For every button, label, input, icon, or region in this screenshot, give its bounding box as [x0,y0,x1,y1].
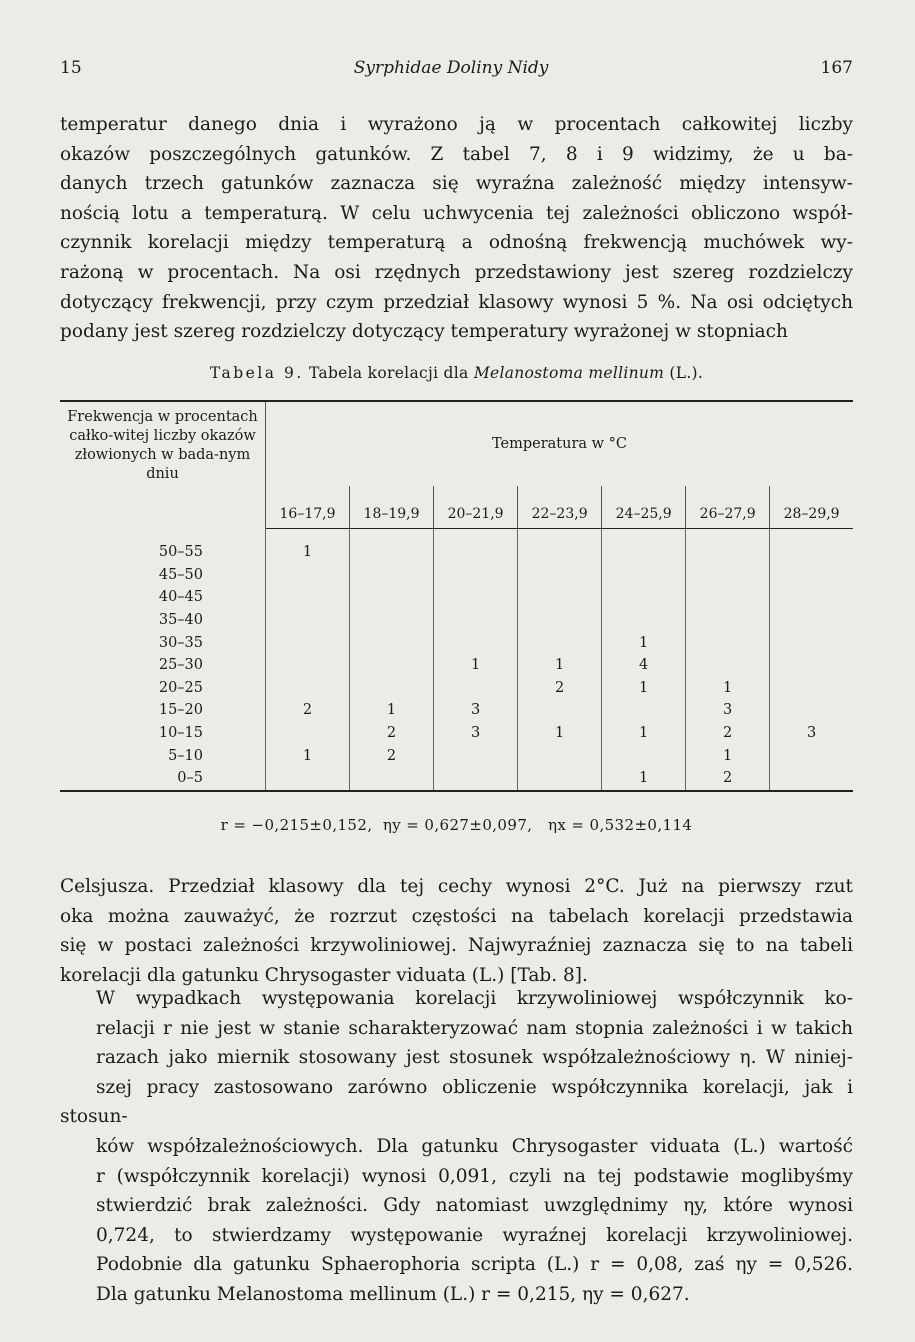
frequency-class-label: 45–50 [60,564,266,587]
table-cell: 1 [602,722,686,745]
frequency-class-label: 50–55 [60,529,266,564]
frequency-class-label: 30–35 [60,631,266,654]
table-cell [770,767,853,791]
text-line: relacji r nie jest w stanie scharakteryzować nam stopnia zależności i w takich [96,1017,853,1039]
table-cell [350,586,434,609]
table-cell: 1 [434,654,518,677]
table-cell [350,631,434,654]
text-line: dotyczący frekwencji, przy czym przedział klasowy wynosi 5 %. Na osi odciętych [60,291,853,313]
text-line: razach jako miernik stosowany jest stosunek współzależnościowy η. W niniej- [96,1047,853,1069]
table-cell: 1 [686,677,770,700]
text-line: korelacji dla gatunku Chrysogaster viduata (L.) [Tab. 8]. [60,964,588,986]
table-cell: 1 [518,654,602,677]
table-row [60,529,853,564]
table-cell [602,564,686,587]
text-line: podany jest szereg rozdzielczy dotyczący temperatury wyrażonej w stopniach [60,321,788,343]
table-cell [434,631,518,654]
temperature-column-header: 24–25,9 [602,486,686,529]
table-cell [434,529,518,564]
table-cell [434,564,518,587]
table-cell [770,564,853,587]
table-cell [602,586,686,609]
table-cell: 2 [350,744,434,767]
table-row [60,767,853,791]
temperature-column-header: 26–27,9 [686,486,770,529]
table-caption-species: Melanostoma mellinum [473,364,665,382]
table-cell [350,677,434,700]
temperature-column-header: 16–17,9 [266,486,350,529]
table-cell [686,654,770,677]
table-cell [350,609,434,632]
table-cell: 1 [602,631,686,654]
table-cell: 1 [602,767,686,791]
column-axis-header: Temperatura w °C [491,436,628,452]
table-cell [266,654,350,677]
paragraph-celsius [60,872,853,990]
formula-r: r = −0,215±0,152, [220,816,373,834]
text-line: czynnik korelacji między temperaturą a odnośną frekwencją muchówek wy- [60,232,853,254]
table-row [60,654,853,677]
table-cell: 1 [350,699,434,722]
table-cell [518,609,602,632]
table-cell [686,564,770,587]
frequency-class-label: 15–20 [60,699,266,722]
table-cell [770,744,853,767]
table-caption-author: (L.). [669,364,704,382]
text-line: Dla gatunku Melanostoma mellinum (L.) r = 0,215, ηy = 0,627. [96,1283,690,1305]
table-cell [350,529,434,564]
table-cell: 3 [770,722,853,745]
table-row [60,609,853,632]
frequency-class-label: 25–30 [60,654,266,677]
table-cell [434,767,518,791]
table-cell [686,529,770,564]
table-cell: 4 [602,654,686,677]
table-cell [518,767,602,791]
table-cell [266,564,350,587]
table-cell [518,586,602,609]
table-cell [350,767,434,791]
table-cell: 2 [686,722,770,745]
temperature-column-header: 28–29,9 [770,486,853,529]
text-line: oka można zauważyć, że rozrzut częstości na tabelach korelacji przedstawia [60,905,853,927]
table-cell [686,631,770,654]
table-cell [602,609,686,632]
table-cell: 3 [434,699,518,722]
table-cell [518,529,602,564]
table-row [60,699,853,722]
text-line: temperatur danego dnia i wyrażono ją w procentach całkowitej liczby [60,114,853,135]
table-cell [602,744,686,767]
section-number: 15 [60,58,82,78]
table-cell: 3 [686,699,770,722]
frequency-class-label: 10–15 [60,722,266,745]
formula-eta-x: ηx = 0,532±0,114 [547,816,693,834]
table-cell [770,654,853,677]
text-line: rażoną w procentach. Na osi rzędnych przedstawiony jest szereg rozdzielczy [60,261,853,283]
table-cell: 1 [266,529,350,564]
frequency-class-label: 20–25 [60,677,266,700]
text-line: Celsjusza. Przedział klasowy dla tej cechy wynosi 2°C. Już na pierwszy rzut [60,876,853,897]
paragraph-curvilinear [60,984,853,1310]
table-caption-text: Tabela korelacji dla [308,364,469,382]
text-line: szej pracy zastosowano zarówno obliczenie współczynnika korelacji, jak i stosun- [60,1076,853,1128]
table-cell [350,564,434,587]
table-caption [60,364,853,382]
table-cell [266,631,350,654]
table-cell [770,699,853,722]
table-cell [350,654,434,677]
correlation-formula [60,816,853,834]
text-line: nością lotu a temperaturą. W celu uchwycenia tej zależności obliczono współ- [60,202,853,224]
frequency-class-label: 0–5 [60,767,266,791]
table-cell [686,586,770,609]
temperature-column-header: 18–19,9 [350,486,434,529]
table-cell [266,609,350,632]
table-cell [266,767,350,791]
table-cell: 2 [518,677,602,700]
table-cell [602,529,686,564]
table-cell [518,744,602,767]
table-cell [518,564,602,587]
table-cell: 1 [686,744,770,767]
table-cell: 2 [686,767,770,791]
text-line: stwierdzić brak zależności. Gdy natomiast uwzględnimy ηy, które wynosi [96,1195,853,1217]
table-cell [266,586,350,609]
table-row [60,631,853,654]
table-cell [434,609,518,632]
table-cell: 3 [434,722,518,745]
text-line: się w postaci zależności krzywoliniowej. Najwyraźniej zaznacza się to na tabeli [60,935,853,957]
table-row [60,722,853,745]
table-cell: 2 [266,699,350,722]
table-cell [518,631,602,654]
table-cell [434,586,518,609]
temperature-column-header: 22–23,9 [518,486,602,529]
table-cell: 1 [602,677,686,700]
text-line: okazów poszczególnych gatunków. Z tabel 7, 8 i 9 widzimy, że u ba- [60,143,853,165]
running-header [60,58,853,88]
frequency-class-label: 5–10 [60,744,266,767]
table-cell [602,699,686,722]
temperature-column-header: 20–21,9 [434,486,518,529]
text-line: 0,724, to stwierdzamy występowanie wyraźnej korelacji krzywoliniowej. [96,1224,853,1246]
table-row [60,744,853,767]
table-cell [266,677,350,700]
table-cell [770,586,853,609]
frequency-class-label: 40–45 [60,586,266,609]
frequency-class-label: 35–40 [60,609,266,632]
table-row [60,564,853,587]
table-caption-label: Tabela 9. [209,364,304,382]
table-cell: 1 [518,722,602,745]
table-row [60,586,853,609]
row-axis-header: Frekwencja w procentach całko-witej liczby okazów złowionych w bada-nym dniu [60,401,266,529]
text-line: W wypadkach występowania korelacji krzywoliniowej współczynnik ko- [96,988,853,1009]
table-cell [686,609,770,632]
table-cell [770,609,853,632]
formula-eta-y: ηy = 0,627±0,097, [382,816,533,834]
table-cell [434,744,518,767]
text-line: danych trzech gatunków zaznacza się wyraźna zależność między intensyw- [60,173,853,195]
table-cell [266,722,350,745]
correlation-table [60,400,853,792]
text-line: ków współzależnościowych. Dla gatunku Chrysogaster viduata (L.) wartość [96,1135,853,1157]
table-cell [770,631,853,654]
running-title: Syrphidae Doliny Nidy [353,58,549,78]
table-cell: 2 [350,722,434,745]
table-cell [434,677,518,700]
table-cell [770,677,853,700]
table-cell [518,699,602,722]
page-number: 167 [820,58,853,78]
table-cell: 1 [266,744,350,767]
text-line: r (współczynnik korelacji) wynosi 0,091, czyli na tej podstawie moglibyśmy [96,1165,853,1187]
table-cell [770,529,853,564]
table-row [60,677,853,700]
text-line: Podobnie dla gatunku Sphaerophoria scripta (L.) r = 0,08, zaś ηy = 0,526. [96,1254,853,1276]
paragraph-intro [60,110,853,347]
